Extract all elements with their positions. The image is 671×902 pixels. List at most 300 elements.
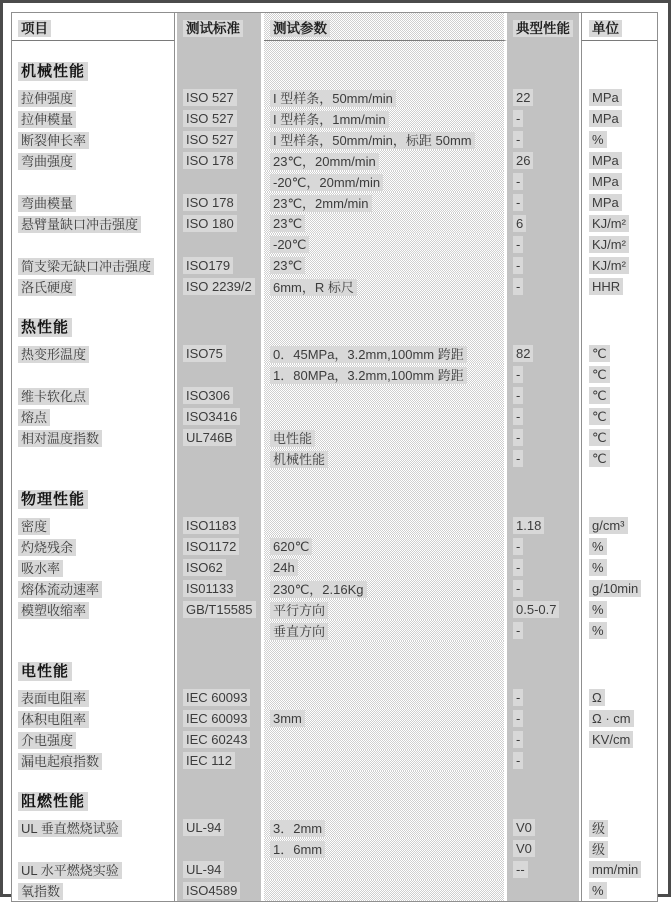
standard-cell-text: IEC 60243 <box>183 731 250 748</box>
header-item <box>12 13 175 41</box>
standard-cell-text: UL-94 <box>183 861 224 878</box>
unit-cell-text: ℃ <box>589 345 610 362</box>
value-cell <box>507 364 581 385</box>
header-unit <box>581 13 657 41</box>
unit-cell <box>581 469 657 515</box>
unit-cell <box>581 687 657 708</box>
item-cell-text: 洛氏硬度 <box>18 279 76 296</box>
param-cell <box>264 536 507 557</box>
value-cell-text: - <box>513 366 523 383</box>
standard-cell <box>175 364 264 385</box>
unit-cell <box>581 641 657 687</box>
value-cell <box>507 297 581 343</box>
value-cell-text: 0.5-0.7 <box>513 601 559 618</box>
standard-cell-text: ISO1183 <box>183 517 239 534</box>
standard-cell-text: ISO 180 <box>183 215 237 232</box>
unit-cell <box>581 276 657 297</box>
param-cell <box>264 276 507 297</box>
param-cell-text: 垂直方向 <box>270 623 328 640</box>
standard-cell-text: ISO 527 <box>183 89 237 106</box>
unit-cell <box>581 87 657 108</box>
standard-cell-text: UL746B <box>183 429 236 446</box>
unit-cell-text: mm/min <box>589 861 641 878</box>
item-cell <box>12 192 175 213</box>
table-row <box>12 687 657 708</box>
standard-cell <box>175 448 264 469</box>
standard-cell <box>175 557 264 578</box>
standard-cell-text: IEC 112 <box>183 752 235 769</box>
unit-cell <box>581 343 657 364</box>
param-cell-text: 平行方向 <box>270 602 328 619</box>
unit-cell <box>581 838 657 859</box>
value-cell <box>507 87 581 108</box>
standard-cell <box>175 469 264 515</box>
param-cell <box>264 599 507 620</box>
item-cell-text: 漏电起痕指数 <box>18 753 102 770</box>
unit-cell-text: Ω · cm <box>589 710 634 727</box>
item-cell-text: 热变形温度 <box>18 346 89 363</box>
standard-cell-text: ISO306 <box>183 387 233 404</box>
item-cell-text: 简支梁无缺口冲击强度 <box>18 258 154 275</box>
item-cell <box>12 129 175 150</box>
item-cell-text: 拉伸强度 <box>18 90 76 107</box>
standard-cell <box>175 536 264 557</box>
param-cell <box>264 838 507 859</box>
param-cell-text: 3mm <box>270 710 305 727</box>
standard-cell <box>175 108 264 129</box>
unit-cell-text: 级 <box>589 841 608 858</box>
param-cell-text: 620℃ <box>270 538 312 555</box>
item-cell <box>12 385 175 406</box>
table-row <box>12 192 657 213</box>
unit-cell <box>581 297 657 343</box>
header-item-label: 项目 <box>18 20 51 37</box>
param-cell-text: -20℃ <box>270 236 309 253</box>
param-cell <box>264 708 507 729</box>
param-cell-text: 23℃ <box>270 257 305 274</box>
unit-cell-text: KJ/m² <box>589 215 629 232</box>
table-row <box>12 276 657 297</box>
value-cell <box>507 192 581 213</box>
section-title: 物理性能 <box>18 490 88 509</box>
value-cell <box>507 859 581 880</box>
standard-cell <box>175 234 264 255</box>
item-cell <box>12 150 175 171</box>
table-row <box>12 108 657 129</box>
standard-cell-text: IEC 60093 <box>183 710 250 727</box>
item-cell-text: 维卡软化点 <box>18 388 89 405</box>
param-cell <box>264 880 507 901</box>
item-cell-text: 氧指数 <box>18 883 63 900</box>
item-cell-text: 密度 <box>18 518 50 535</box>
table-row <box>12 599 657 620</box>
item-cell <box>12 620 175 641</box>
item-cell <box>12 536 175 557</box>
table-row <box>12 838 657 859</box>
unit-cell-text: % <box>589 882 607 899</box>
value-cell <box>507 817 581 838</box>
unit-cell <box>581 515 657 536</box>
standard-cell <box>175 192 264 213</box>
unit-cell-text: 级 <box>589 820 608 837</box>
param-cell <box>264 41 507 87</box>
value-cell-text: 1.18 <box>513 517 544 534</box>
param-cell <box>264 620 507 641</box>
value-cell-text: 6 <box>513 215 526 232</box>
item-cell <box>12 708 175 729</box>
standard-cell <box>175 171 264 192</box>
section-title-cell <box>12 297 175 343</box>
standard-cell-text: GB/T15585 <box>183 601 256 618</box>
item-cell-text: 介电强度 <box>18 732 76 749</box>
unit-cell <box>581 129 657 150</box>
standard-cell <box>175 687 264 708</box>
standard-cell <box>175 406 264 427</box>
param-cell-text: 3．2mm <box>270 820 325 837</box>
value-cell <box>507 771 581 817</box>
item-cell-text: UL 水平燃烧实验 <box>18 862 122 879</box>
value-cell-text: - <box>513 257 523 274</box>
param-cell-text: 230℃，2.16Kg <box>270 581 367 598</box>
standard-cell <box>175 276 264 297</box>
section-title: 热性能 <box>18 318 72 337</box>
param-cell-text: 电性能 <box>270 430 315 447</box>
unit-cell <box>581 620 657 641</box>
item-cell-text: 熔体流动速率 <box>18 581 102 598</box>
value-cell <box>507 129 581 150</box>
value-cell-text: - <box>513 173 523 190</box>
param-cell <box>264 469 507 515</box>
standard-cell <box>175 817 264 838</box>
value-cell-text: - <box>513 450 523 467</box>
standard-cell <box>175 41 264 87</box>
standard-cell-text: ISO3416 <box>183 408 240 425</box>
standard-cell <box>175 427 264 448</box>
unit-cell-text: ℃ <box>589 387 610 404</box>
table-row <box>12 515 657 536</box>
unit-cell <box>581 255 657 276</box>
unit-cell <box>581 557 657 578</box>
section-row <box>12 41 657 87</box>
table-row <box>12 448 657 469</box>
standard-cell <box>175 771 264 817</box>
standard-cell <box>175 578 264 599</box>
unit-cell-text: g/10min <box>589 580 641 597</box>
table-row <box>12 255 657 276</box>
value-cell <box>507 620 581 641</box>
unit-cell <box>581 448 657 469</box>
value-cell-text: - <box>513 408 523 425</box>
value-cell <box>507 687 581 708</box>
table-row <box>12 427 657 448</box>
value-cell-text: - <box>513 622 523 639</box>
value-cell-text: - <box>513 731 523 748</box>
item-cell <box>12 343 175 364</box>
value-cell-text: 82 <box>513 345 533 362</box>
standard-cell <box>175 641 264 687</box>
value-cell <box>507 578 581 599</box>
param-cell <box>264 385 507 406</box>
param-cell <box>264 255 507 276</box>
value-cell-text: 26 <box>513 152 533 169</box>
param-cell-text: 24h <box>270 559 298 576</box>
standard-cell <box>175 213 264 234</box>
standard-cell-text: ISO 527 <box>183 110 237 127</box>
item-cell <box>12 750 175 771</box>
value-cell <box>507 708 581 729</box>
unit-cell-text: KJ/m² <box>589 257 629 274</box>
item-cell <box>12 234 175 255</box>
table-body <box>12 41 657 901</box>
value-cell <box>507 750 581 771</box>
unit-cell <box>581 150 657 171</box>
unit-cell-text: MPa <box>589 110 622 127</box>
param-cell <box>264 687 507 708</box>
param-cell-text: 1．80MPa，3.2mm,100mm 跨距 <box>270 367 467 384</box>
value-cell-text: - <box>513 580 523 597</box>
item-cell-text: 弯曲模量 <box>18 195 76 212</box>
unit-cell <box>581 234 657 255</box>
unit-cell-text: % <box>589 131 607 148</box>
param-cell <box>264 129 507 150</box>
unit-cell-text: HHR <box>589 278 623 295</box>
value-cell <box>507 213 581 234</box>
unit-cell <box>581 364 657 385</box>
param-cell <box>264 578 507 599</box>
standard-cell <box>175 750 264 771</box>
unit-cell-text: MPa <box>589 173 622 190</box>
standard-cell <box>175 708 264 729</box>
param-cell <box>264 515 507 536</box>
value-cell <box>507 536 581 557</box>
section-title: 机械性能 <box>18 62 88 81</box>
param-cell <box>264 297 507 343</box>
unit-cell <box>581 41 657 87</box>
unit-cell <box>581 880 657 901</box>
param-cell <box>264 771 507 817</box>
section-title-cell <box>12 641 175 687</box>
unit-cell <box>581 750 657 771</box>
standard-cell <box>175 129 264 150</box>
unit-cell <box>581 385 657 406</box>
unit-cell <box>581 599 657 620</box>
value-cell-text: V0 <box>513 840 535 857</box>
value-cell <box>507 469 581 515</box>
value-cell <box>507 171 581 192</box>
unit-cell-text: ℃ <box>589 366 610 383</box>
standard-cell-text: IEC 60093 <box>183 689 250 706</box>
param-cell <box>264 213 507 234</box>
standard-cell-text: ISO75 <box>183 345 226 362</box>
standard-cell <box>175 255 264 276</box>
value-cell-text: - <box>513 236 523 253</box>
header-standard-label: 测试标准 <box>183 20 243 37</box>
item-cell-text: UL 垂直燃烧试验 <box>18 820 122 837</box>
item-cell <box>12 599 175 620</box>
table-row <box>12 234 657 255</box>
unit-cell-text: MPa <box>589 194 622 211</box>
value-cell <box>507 599 581 620</box>
item-cell-text: 吸水率 <box>18 560 63 577</box>
param-cell <box>264 859 507 880</box>
value-cell <box>507 150 581 171</box>
item-cell <box>12 276 175 297</box>
header-standard <box>175 13 264 41</box>
table-row <box>12 817 657 838</box>
table-row <box>12 708 657 729</box>
standard-cell-text: IS01133 <box>183 580 236 597</box>
item-cell-text: 相对温度指数 <box>18 430 102 447</box>
unit-cell <box>581 817 657 838</box>
item-cell <box>12 171 175 192</box>
standard-cell <box>175 515 264 536</box>
value-cell-text: - <box>513 689 523 706</box>
table-row <box>12 557 657 578</box>
value-cell-text: - <box>513 752 523 769</box>
item-cell-text: 熔点 <box>18 409 50 426</box>
standard-cell <box>175 150 264 171</box>
value-cell <box>507 255 581 276</box>
table-row <box>12 750 657 771</box>
item-cell-text: 灼烧残余 <box>18 539 76 556</box>
table-row <box>12 364 657 385</box>
standard-cell <box>175 880 264 901</box>
unit-cell-text: ℃ <box>589 429 610 446</box>
table-row <box>12 620 657 641</box>
value-cell-text: - <box>513 131 523 148</box>
table-row <box>12 578 657 599</box>
value-cell-text: - <box>513 429 523 446</box>
param-cell <box>264 817 507 838</box>
material-properties-table <box>11 12 658 902</box>
value-cell <box>507 838 581 859</box>
header-value <box>507 13 581 41</box>
unit-cell <box>581 171 657 192</box>
standard-cell-text: ISO 527 <box>183 131 237 148</box>
value-cell <box>507 108 581 129</box>
unit-cell-text: ℃ <box>589 408 610 425</box>
unit-cell-text: g/cm³ <box>589 517 628 534</box>
value-cell <box>507 880 581 901</box>
param-cell-text: I 型样条，50mm/min <box>270 90 396 107</box>
item-cell <box>12 515 175 536</box>
item-cell-text: 表面电阻率 <box>18 690 89 707</box>
param-cell-text: 23℃ <box>270 215 305 232</box>
table-row <box>12 129 657 150</box>
unit-cell-text: ℃ <box>589 450 610 467</box>
value-cell-text: -- <box>513 861 528 878</box>
param-cell <box>264 150 507 171</box>
unit-cell-text: % <box>589 538 607 555</box>
value-cell-text: - <box>513 710 523 727</box>
param-cell-text: 23℃，20mm/min <box>270 153 379 170</box>
unit-cell-text: KJ/m² <box>589 236 629 253</box>
item-cell <box>12 729 175 750</box>
value-cell-text: V0 <box>513 819 535 836</box>
item-cell <box>12 108 175 129</box>
value-cell-text: - <box>513 278 523 295</box>
param-cell-text: 机械性能 <box>270 451 328 468</box>
param-cell <box>264 729 507 750</box>
standard-cell <box>175 859 264 880</box>
standard-cell-text: ISO179 <box>183 257 233 274</box>
item-cell <box>12 817 175 838</box>
table-row <box>12 87 657 108</box>
param-cell-text: 6mm，R 标尺 <box>270 279 357 296</box>
table-row <box>12 385 657 406</box>
value-cell <box>507 343 581 364</box>
table-row <box>12 343 657 364</box>
unit-cell <box>581 427 657 448</box>
unit-cell-text: % <box>589 559 607 576</box>
section-row <box>12 469 657 515</box>
item-cell <box>12 687 175 708</box>
item-cell <box>12 880 175 901</box>
table-row <box>12 880 657 901</box>
item-cell-text: 弯曲强度 <box>18 153 76 170</box>
standard-cell <box>175 599 264 620</box>
param-cell <box>264 192 507 213</box>
header-value-label: 典型性能 <box>513 20 573 37</box>
param-cell <box>264 750 507 771</box>
param-cell <box>264 557 507 578</box>
param-cell-text: I 型样条，50mm/min，标距 50mm <box>270 132 475 149</box>
unit-cell <box>581 771 657 817</box>
table-row <box>12 859 657 880</box>
value-cell <box>507 515 581 536</box>
unit-cell <box>581 859 657 880</box>
value-cell-text: - <box>513 110 523 127</box>
item-cell <box>12 364 175 385</box>
param-cell <box>264 234 507 255</box>
unit-cell-text: KV/cm <box>589 731 633 748</box>
value-cell <box>507 557 581 578</box>
standard-cell <box>175 838 264 859</box>
unit-cell <box>581 729 657 750</box>
value-cell-text: - <box>513 194 523 211</box>
item-cell <box>12 406 175 427</box>
value-cell <box>507 41 581 87</box>
standard-cell <box>175 385 264 406</box>
table-row <box>12 536 657 557</box>
item-cell <box>12 427 175 448</box>
value-cell-text: 22 <box>513 89 533 106</box>
table-row <box>12 406 657 427</box>
value-cell <box>507 427 581 448</box>
header-param <box>264 13 507 41</box>
value-cell <box>507 234 581 255</box>
param-cell-text: -20℃，20mm/min <box>270 174 383 191</box>
standard-cell-text: ISO 178 <box>183 152 237 169</box>
param-cell-text: I 型样条，1mm/min <box>270 111 389 128</box>
param-cell <box>264 364 507 385</box>
section-row <box>12 641 657 687</box>
table-row <box>12 729 657 750</box>
item-cell-text: 悬臂量缺口冲击强度 <box>18 216 141 233</box>
item-cell <box>12 838 175 859</box>
standard-cell-text: ISO4589 <box>183 882 240 899</box>
value-cell <box>507 276 581 297</box>
param-cell <box>264 427 507 448</box>
unit-cell <box>581 108 657 129</box>
value-cell-text: - <box>513 538 523 555</box>
unit-cell-text: Ω <box>589 689 605 706</box>
param-cell <box>264 171 507 192</box>
param-cell-text: 0．45MPa，3.2mm,100mm 跨距 <box>270 346 467 363</box>
table-header <box>12 13 657 41</box>
item-cell <box>12 578 175 599</box>
param-cell-text: 1．6mm <box>270 841 325 858</box>
